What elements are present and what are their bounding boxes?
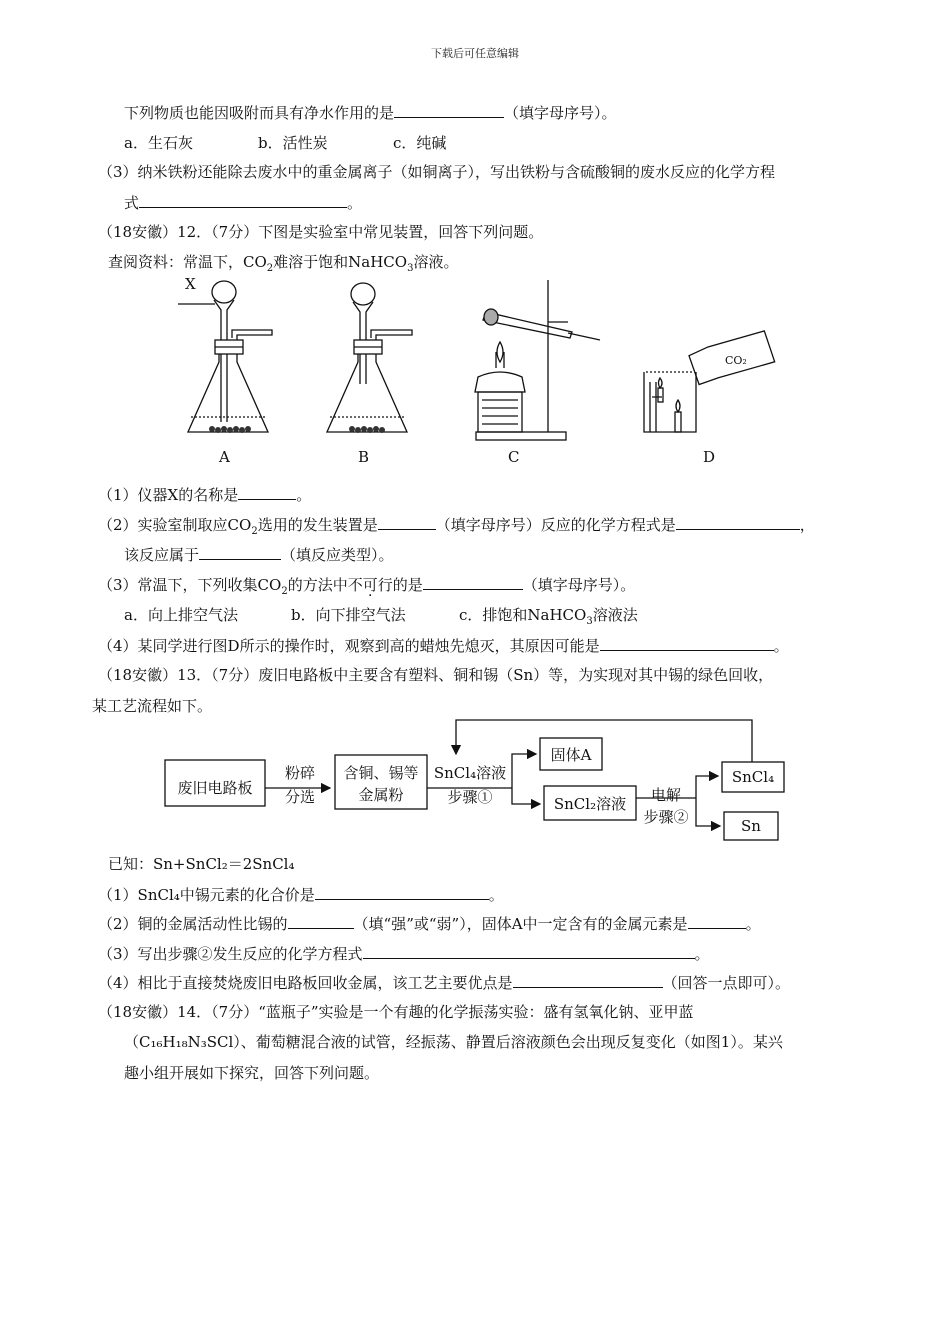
q13-title: （18安徽）13．（7分）废旧电路板中主要含有塑料、铜和锡（Sn）等，为实现对其中锡的绿色回收，	[98, 666, 774, 684]
x-label: X	[185, 275, 196, 293]
q11-option-a: a．生石灰	[124, 134, 193, 152]
flow-text-circuit-board: 废旧电路板	[177, 779, 253, 797]
flow-text-sncl4-solution: SnCl₄溶液	[433, 764, 507, 782]
answer-blank[interactable]	[315, 884, 489, 900]
emphasized-not-feasible: 不可行	[347, 576, 393, 594]
q12-p3-option-c	[459, 605, 638, 625]
q11-option-b: b．活性炭	[258, 134, 328, 152]
q12-p4-post: 。	[773, 637, 789, 655]
q13-p1-text: （1）SnCl₄中锡元素的化合价是	[98, 886, 315, 904]
flow-text-electrolysis: 电解	[650, 786, 682, 804]
q12-p2-line2	[124, 544, 394, 565]
apparatus-c	[475, 280, 600, 440]
q12-p3-option-b: b．向下排空气法	[291, 606, 406, 624]
answer-blank[interactable]	[600, 635, 774, 651]
q12-p2-line2-text: 该反应属于	[124, 546, 200, 564]
q12-info	[108, 252, 458, 272]
q12-p2-c: （填字母序号）反应的化学方程式是	[435, 516, 676, 534]
q11-part3-line2	[124, 192, 362, 213]
q14-line3: 趣小组开展如下探究，回答下列问题。	[124, 1064, 380, 1082]
q12-p3-a: （3）常温下，下列收集CO	[98, 576, 282, 594]
q13-p2-a: （2）铜的金属活动性比锡的	[98, 915, 288, 933]
q13-p4-post: （回答一点即可）。	[662, 974, 791, 992]
q12-title: （18安徽）12．（7分）下图是实验室中常见装置，回答下列问题。	[98, 223, 544, 241]
flow-text-sncl2: SnCl₂溶液	[553, 795, 627, 813]
q12-p3	[98, 574, 635, 595]
q11-line1	[124, 102, 617, 123]
label-a: A	[219, 448, 230, 466]
q13-p3	[98, 943, 710, 964]
flow-text-crush: 粉碎	[284, 764, 316, 782]
q13-p2-b: （填“强”或“弱”），固体A中一定含有的金属元素是	[353, 915, 688, 933]
q12-info-c: 溶液。	[413, 253, 459, 271]
q13-p3-post: 。	[694, 945, 710, 963]
apparatus-d	[644, 330, 776, 432]
co2-bottle-label: CO₂	[725, 354, 747, 367]
q12-info-b: 难溶于饱和NaHCO	[273, 253, 408, 271]
flow-text-powder-2: 金属粉	[358, 786, 404, 804]
answer-blank[interactable]	[513, 972, 663, 988]
q13-p2-c: 。	[745, 915, 761, 933]
q12-info-sub2: 3	[407, 263, 414, 274]
flow-recycle-arrow	[456, 720, 752, 762]
q12-p3-b: 的方法中	[287, 576, 348, 594]
q12-p3-option-c-a: c．排饱和NaHCO	[459, 606, 587, 624]
process-flowchart	[160, 718, 800, 850]
q13-p4	[98, 972, 790, 993]
q11-line1-text: 下列物质也能因吸附而具有净水作用的是	[124, 104, 395, 122]
apparatus-b	[327, 283, 412, 433]
q13-p1	[98, 884, 504, 905]
answer-blank[interactable]	[378, 514, 436, 530]
q12-p2-a: （2）实验室制取应CO	[98, 516, 252, 534]
q13-p4-text: （4）相比于直接焚烧废旧电路板回收金属，该工艺主要优点是	[98, 974, 513, 992]
q12-p4	[98, 635, 789, 656]
answer-blank[interactable]	[288, 913, 354, 929]
q11-line1-post: （填字母序号）。	[504, 104, 617, 122]
q14-line1: （18安徽）14．（7分）“蓝瓶子”实验是一个有趣的化学振荡实验：盛有氢氧化钠、亚甲蓝	[98, 1003, 694, 1021]
q12-info-sub1: 2	[266, 263, 274, 274]
label-c: C	[508, 448, 520, 466]
q11-part3-line1: （3）纳米铁粉还能除去废水中的重金属离子（如铜离子），写出铁粉与含硫酸铜的废水反应的化学方程	[98, 163, 776, 181]
q13-title2: 某工艺流程如下。	[92, 697, 213, 715]
q13-p3-text: （3）写出步骤②发生反应的化学方程式	[98, 945, 363, 963]
flow-text-powder-1: 含铜、锡等	[343, 764, 419, 782]
q12-p2-d: ，	[799, 516, 815, 534]
q11-part3-post: 。	[347, 194, 363, 212]
q12-info-a: 查阅资料：常温下，CO	[108, 253, 267, 271]
q13-p1-post: 。	[488, 886, 504, 904]
q12-p3-option-a: a．向上排空气法	[124, 606, 238, 624]
q13-known: 已知：Sn+SnCl₂＝2SnCl₄	[108, 855, 295, 873]
apparatus-figure	[170, 272, 790, 466]
answer-blank[interactable]	[688, 913, 746, 929]
q11-option-c: c．纯碱	[393, 134, 447, 152]
apparatus-a	[178, 275, 272, 433]
q12-p2-b: 选用的发生装置是	[257, 516, 378, 534]
flow-text-step1: 步骤①	[447, 788, 493, 806]
q12-p2-sub: 2	[251, 526, 258, 537]
label-b: B	[358, 448, 370, 466]
answer-blank[interactable]	[363, 943, 695, 959]
q12-p4-text: （4）某同学进行图D所示的操作时，观察到高的蜡烛先熄灭，其原因可能是	[98, 637, 600, 655]
q12-p3-c: 的是	[392, 576, 423, 594]
answer-blank[interactable]	[676, 514, 800, 530]
q13-p2	[98, 913, 761, 934]
flow-text-sort: 分选	[284, 788, 316, 806]
answer-blank[interactable]	[199, 544, 281, 560]
q12-p1-text: （1）仪器X的名称是	[98, 486, 239, 504]
q12-p3-sub: 2	[281, 586, 288, 597]
q11-part3-text: 式	[124, 194, 140, 212]
q12-p2	[98, 514, 815, 535]
label-d: D	[703, 448, 716, 466]
q12-p2-line2-post: （填反应类型）。	[281, 546, 394, 564]
answer-blank[interactable]	[139, 192, 347, 208]
flow-text-sn: Sn	[741, 817, 761, 835]
q12-p3-option-c-sub: 3	[586, 616, 593, 627]
answer-blank[interactable]	[394, 102, 504, 118]
answer-blank[interactable]	[423, 574, 523, 590]
q12-p3-option-c-b: 溶液法	[592, 606, 638, 624]
answer-blank[interactable]	[238, 484, 296, 500]
flow-text-solid-a: 固体A	[550, 746, 592, 764]
flow-text-sncl4: SnCl₄	[731, 768, 775, 786]
page-header: 下载后可任意编辑	[431, 47, 519, 60]
q12-p1	[98, 484, 311, 505]
q12-p3-d: （填字母序号）。	[522, 576, 636, 594]
q14-line2: （C₁₆H₁₈N₃SCl）、葡萄糖混合液的试管，经振荡、静置后溶液颜色会出现反复变化（如图1）。某兴	[124, 1033, 783, 1051]
q12-p1-post: 。	[296, 486, 312, 504]
flow-text-step2: 步骤②	[643, 808, 689, 826]
